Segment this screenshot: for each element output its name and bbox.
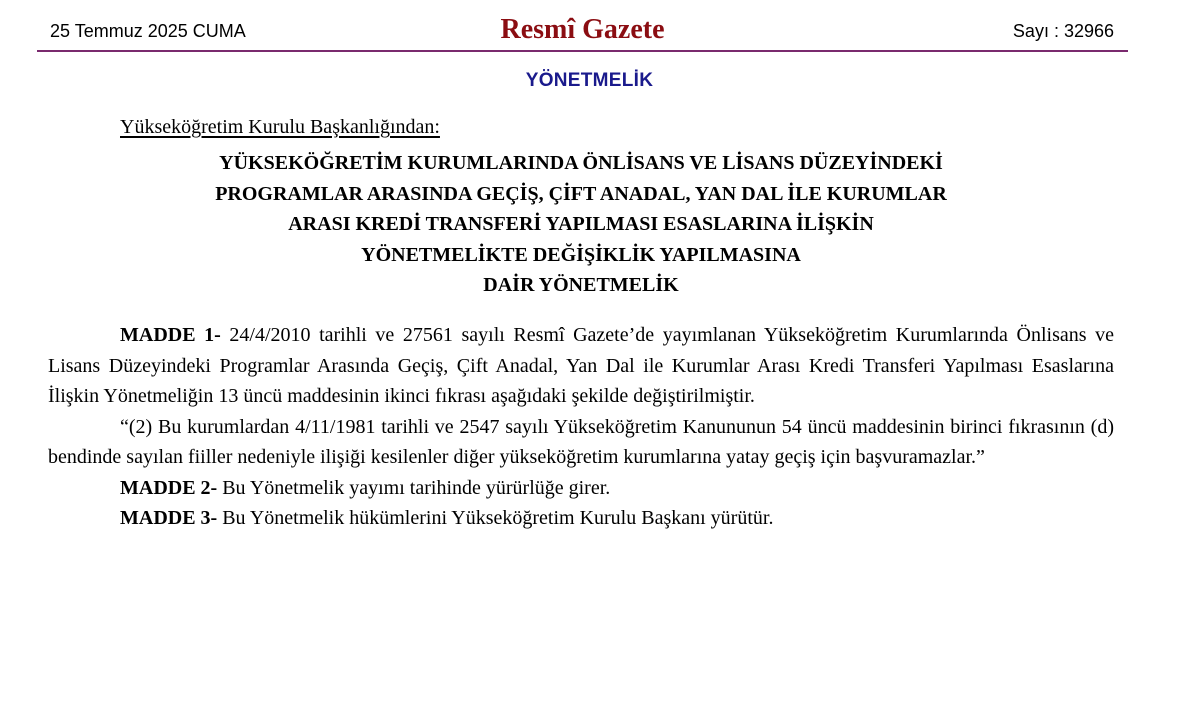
regulation-title-line: DAİR YÖNETMELİK <box>483 274 679 296</box>
header-divider <box>37 50 1128 52</box>
regulation-title <box>48 148 1114 301</box>
article-2 <box>48 473 1114 504</box>
regulation-body <box>48 320 1114 534</box>
article-3 <box>48 503 1114 534</box>
article-1 <box>48 320 1114 412</box>
amended-paragraph-quote: “(2) Bu kurumlardan 4/11/1981 tarihli ve 2547 sayılı Yükseköğretim Kanununun 54 üncü maddesinin birinci fıkrasının (d) bendinde sayılan fiiller nedeniyle ilişiği kesilenler diğer yükseköğretim kurumlarına yatay geçiş için başvuramazlar.” <box>48 415 1114 468</box>
article-1-text: 24/4/2010 tarihli ve 27561 sayılı Resmî Gazete’de yayımlanan Yükseköğretim Kurumlarında Önlisans ve Lisans Düzeyindeki Programlar Arasında Geçiş, Çift Anadal, Yan Dal ile Kurumlar Arası Kredi Transferi Yapılması Esaslarına İlişkin Yönetmeliğin 13 üncü maddesinin ikinci fıkrası aşağıdaki şekilde değiştirilmiştir. <box>48 324 1114 407</box>
issue-number: Sayı : 32966 <box>1012 21 1114 41</box>
issuing-authority: Yükseköğretim Kurulu Başkanlığından: <box>120 116 440 138</box>
section-title: YÖNETMELİK <box>525 70 654 91</box>
gazette-header <box>37 14 1128 50</box>
regulation-title-line: PROGRAMLAR ARASINDA GEÇİŞ, ÇİFT ANADAL, YAN DAL İLE KURUMLAR <box>215 182 947 205</box>
article-1-label: MADDE 1- <box>120 324 221 346</box>
regulation-title-line: ARASI KREDİ TRANSFERİ YAPILMASI ESASLARINA İLİŞKİN <box>288 213 874 235</box>
article-3-text: Bu Yönetmelik hükümlerini Yükseköğretim Kurulu Başkanı yürütür. <box>217 507 774 529</box>
article-2-label: MADDE 2- <box>120 476 218 499</box>
article-2-text: Bu Yönetmelik yayımı tarihinde yürürlüğe girer. <box>217 476 611 499</box>
article-3-label: MADDE 3- <box>120 507 218 529</box>
gazette-title: Resmî Gazete <box>500 14 665 45</box>
regulation-title-line: YÖNETMELİKTE DEĞİŞİKLİK YAPILMASINA <box>361 243 801 266</box>
publication-date: 25 Temmuz 2025 CUMA <box>50 21 246 41</box>
regulation-title-line: YÜKSEKÖĞRETİM KURUMLARINDA ÖNLİSANS VE LİSANS DÜZEYİNDEKİ <box>219 152 943 174</box>
